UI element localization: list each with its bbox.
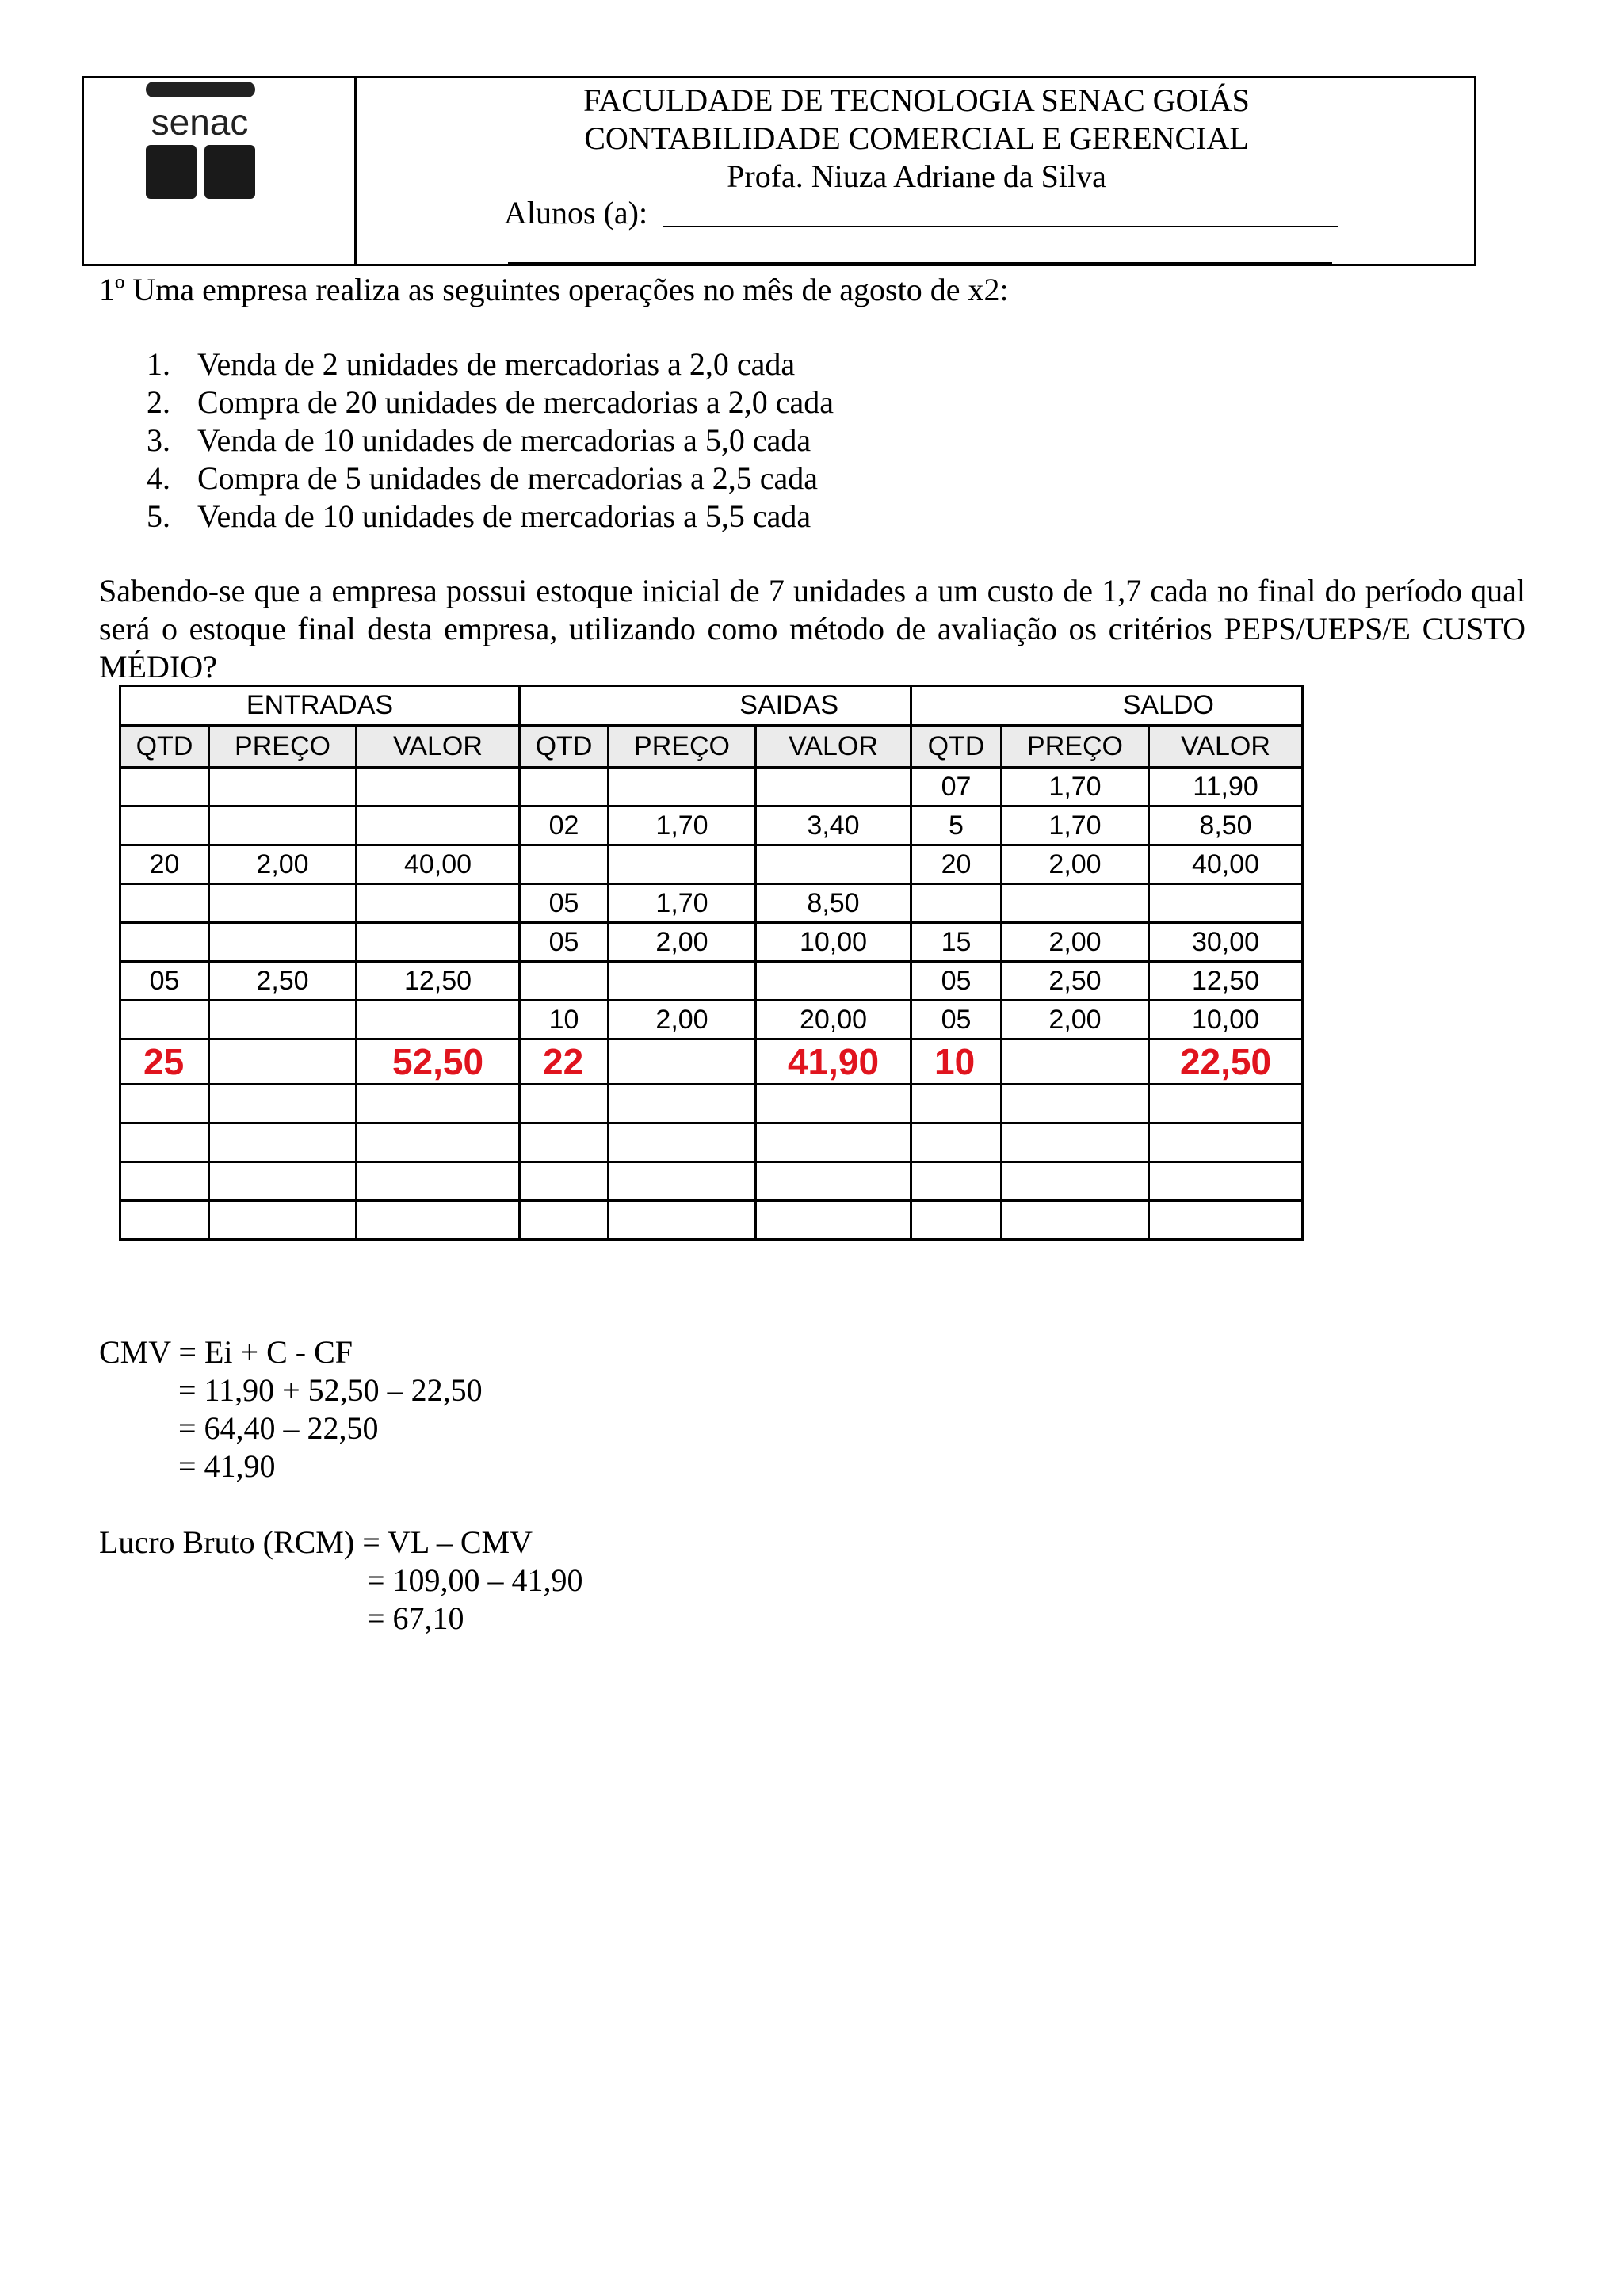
logo-text: senac <box>151 101 249 143</box>
table-cell <box>756 768 911 807</box>
empty-row <box>120 1162 1303 1201</box>
table-cell: 1,70 <box>1002 807 1149 845</box>
table-cell: 10 <box>520 1001 609 1039</box>
list-item: 4. Compra de 5 unidades de mercadorias a 2,5 cada <box>147 460 819 496</box>
table-cell: 05 <box>520 884 609 923</box>
table-cell <box>609 845 756 884</box>
empty-cell <box>1002 1201 1149 1240</box>
teacher-name: Profa. Niuza Adriane da Silva <box>727 158 1106 194</box>
empty-cell <box>1002 1085 1149 1123</box>
table-cell: 07 <box>911 768 1002 807</box>
table-cell <box>756 845 911 884</box>
table-cell: 3,40 <box>756 807 911 845</box>
column-header-row <box>120 726 1303 768</box>
empty-cell <box>756 1201 911 1240</box>
table-cell: 2,00 <box>209 845 357 884</box>
total-cell: 25 <box>120 1039 209 1085</box>
table-cell: 2,00 <box>1002 845 1149 884</box>
document-header <box>82 76 1476 266</box>
table-cell: 12,50 <box>1149 962 1303 1001</box>
empty-cell <box>1149 1123 1303 1162</box>
operations-list <box>147 345 834 536</box>
empty-cell <box>756 1162 911 1201</box>
table-cell: 05 <box>520 923 609 962</box>
course-name: CONTABILIDADE COMERCIAL E GERENCIAL <box>584 120 1249 156</box>
empty-cell <box>911 1162 1002 1201</box>
lucro-formula: Lucro Bruto (RCM) = VL – CMV <box>99 1524 533 1560</box>
empty-cell <box>120 1201 209 1240</box>
empty-cell <box>911 1123 1002 1162</box>
table-cell: 40,00 <box>1149 845 1303 884</box>
list-item: 1. Venda de 2 unidades de mercadorias a 2,0 cada <box>147 346 796 382</box>
table-cell: 2,00 <box>1002 1001 1149 1039</box>
table-cell <box>609 962 756 1001</box>
table-cell <box>120 1001 209 1039</box>
empty-cell <box>520 1162 609 1201</box>
empty-cell <box>520 1201 609 1240</box>
table-cell <box>120 807 209 845</box>
total-cell <box>209 1039 357 1085</box>
table-cell: 20 <box>911 845 1002 884</box>
list-item: 3. Venda de 10 unidades de mercadorias a 5,0 cada <box>147 422 812 458</box>
empty-cell <box>120 1123 209 1162</box>
table-cell: 2,00 <box>609 923 756 962</box>
empty-cell <box>1149 1201 1303 1240</box>
total-cell: 10 <box>911 1039 1002 1085</box>
empty-row <box>120 1123 1303 1162</box>
table-row <box>120 962 1303 1001</box>
column-header: VALOR <box>756 726 911 768</box>
empty-cell <box>209 1123 357 1162</box>
table-cell: 2,00 <box>609 1001 756 1039</box>
table-cell <box>120 884 209 923</box>
empty-cell <box>357 1085 520 1123</box>
table-cell: 20,00 <box>756 1001 911 1039</box>
table-row <box>120 923 1303 962</box>
column-header: PREÇO <box>609 726 756 768</box>
empty-cell <box>609 1085 756 1123</box>
column-header: PREÇO <box>209 726 357 768</box>
empty-cell <box>609 1201 756 1240</box>
total-cell: 22 <box>520 1039 609 1085</box>
empty-cell <box>609 1162 756 1201</box>
table-cell: 2,00 <box>1002 923 1149 962</box>
lucro-result: = 67,10 <box>367 1600 464 1636</box>
table-cell: 02 <box>520 807 609 845</box>
table-cell: 05 <box>120 962 209 1001</box>
table-cell <box>756 962 911 1001</box>
table-cell: 15 <box>911 923 1002 962</box>
table-cell <box>520 845 609 884</box>
group-header-row <box>120 686 1303 726</box>
empty-cell <box>1002 1123 1149 1162</box>
empty-cell <box>209 1201 357 1240</box>
table-cell: 05 <box>911 1001 1002 1039</box>
total-cell: 52,50 <box>357 1039 520 1085</box>
table-cell: 2,50 <box>209 962 357 1001</box>
table-cell <box>120 768 209 807</box>
table-cell <box>357 923 520 962</box>
empty-cell <box>911 1201 1002 1240</box>
totals-row <box>120 1039 1303 1085</box>
table-cell <box>209 884 357 923</box>
empty-cell <box>911 1085 1002 1123</box>
table-cell <box>209 807 357 845</box>
question-intro: 1º Uma empresa realiza as seguintes operações no mês de agosto de x2: <box>99 272 1009 307</box>
table-row <box>120 768 1303 807</box>
column-header: VALOR <box>357 726 520 768</box>
institution-name: FACULDADE DE TECNOLOGIA SENAC GOIÁS <box>583 82 1250 118</box>
empty-cell <box>520 1085 609 1123</box>
table-cell <box>209 1001 357 1039</box>
group-entradas: ENTRADAS <box>120 686 520 726</box>
empty-cell <box>520 1123 609 1162</box>
empty-cell <box>609 1123 756 1162</box>
cmv-step-2: = 64,40 – 22,50 <box>178 1410 379 1446</box>
table-cell: 10,00 <box>756 923 911 962</box>
empty-cell <box>209 1162 357 1201</box>
lucro-step-1: = 109,00 – 41,90 <box>367 1562 583 1598</box>
table-row <box>120 807 1303 845</box>
empty-cell <box>357 1162 520 1201</box>
column-header: VALOR <box>1149 726 1303 768</box>
empty-cell <box>120 1085 209 1123</box>
table-cell <box>357 768 520 807</box>
students-name-line <box>663 226 1338 227</box>
total-cell <box>609 1039 756 1085</box>
table-row <box>120 845 1303 884</box>
table-cell <box>120 923 209 962</box>
table-cell: 11,90 <box>1149 768 1303 807</box>
group-saldo: SALDO <box>911 686 1303 726</box>
list-item: 5. Venda de 10 unidades de mercadorias a 5,5 cada <box>147 498 812 534</box>
table-cell <box>357 807 520 845</box>
total-cell: 41,90 <box>756 1039 911 1085</box>
table-cell: 1,70 <box>1002 768 1149 807</box>
total-cell: 22,50 <box>1149 1039 1303 1085</box>
empty-cell <box>357 1201 520 1240</box>
table-cell <box>1002 884 1149 923</box>
table-cell <box>357 1001 520 1039</box>
empty-cell <box>1149 1085 1303 1123</box>
total-cell <box>1002 1039 1149 1085</box>
empty-cell <box>756 1123 911 1162</box>
cmv-formula: CMV = Ei + C - CF <box>99 1334 353 1370</box>
table-cell: 40,00 <box>357 845 520 884</box>
list-item: 2. Compra de 20 unidades de mercadorias a 2,0 cada <box>147 384 834 420</box>
table-cell: 10,00 <box>1149 1001 1303 1039</box>
students-name-line-2 <box>508 262 1332 264</box>
table-cell: 8,50 <box>756 884 911 923</box>
senac-logo <box>139 82 260 212</box>
table-cell: 8,50 <box>1149 807 1303 845</box>
table-row <box>120 884 1303 923</box>
empty-row <box>120 1201 1303 1240</box>
table-cell <box>209 768 357 807</box>
empty-cell <box>209 1085 357 1123</box>
table-cell: 20 <box>120 845 209 884</box>
table-cell: 12,50 <box>357 962 520 1001</box>
table-cell <box>609 768 756 807</box>
column-header: QTD <box>120 726 209 768</box>
logo-cell <box>84 78 357 264</box>
table-cell: 05 <box>911 962 1002 1001</box>
column-header: QTD <box>520 726 609 768</box>
table-cell <box>520 768 609 807</box>
table-cell: 2,50 <box>1002 962 1149 1001</box>
table-cell <box>911 884 1002 923</box>
empty-cell <box>357 1123 520 1162</box>
table-cell: 1,70 <box>609 807 756 845</box>
table-cell: 1,70 <box>609 884 756 923</box>
empty-cell <box>756 1085 911 1123</box>
table-cell: 30,00 <box>1149 923 1303 962</box>
table-row <box>120 1001 1303 1039</box>
students-label: Alunos (a): <box>504 195 648 231</box>
table-cell <box>520 962 609 1001</box>
cmv-step-1: = 11,90 + 52,50 – 22,50 <box>178 1372 483 1408</box>
inventory-ledger-table <box>119 685 1304 1241</box>
empty-cell <box>1149 1162 1303 1201</box>
group-saidas: SAIDAS <box>520 686 911 726</box>
question-statement: Sabendo-se que a empresa possui estoque inicial de 7 unidades a um custo de 1,7 cada no final do período qual será o estoque final desta empresa, utilizando como método de avaliação os critérios PEPS/UEPS/E CUSTO MÉDIO? <box>99 573 1526 685</box>
empty-row <box>120 1085 1303 1123</box>
table-cell: 5 <box>911 807 1002 845</box>
table-cell <box>357 884 520 923</box>
column-header: PREÇO <box>1002 726 1149 768</box>
empty-cell <box>120 1162 209 1201</box>
table-cell <box>1149 884 1303 923</box>
column-header: QTD <box>911 726 1002 768</box>
empty-cell <box>1002 1162 1149 1201</box>
table-cell <box>209 923 357 962</box>
cmv-result: = 41,90 <box>178 1448 276 1484</box>
